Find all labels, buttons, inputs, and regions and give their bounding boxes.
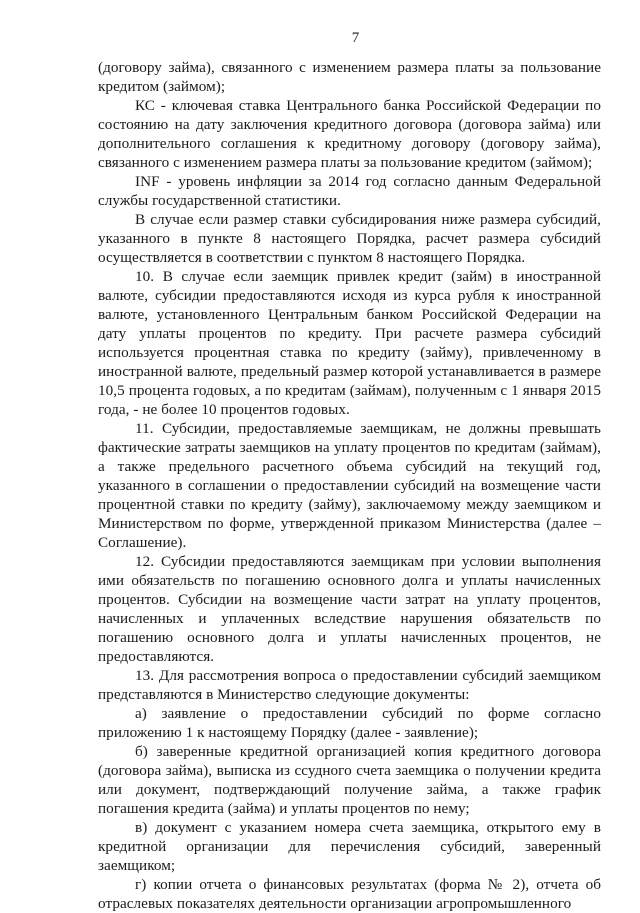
- list-item-13a: а) заявление о предоставлении субсидий по форме согласно приложению 1 к настоящему Порядку (далее - заявление);: [98, 705, 601, 741]
- list-item-13b: б) заверенные кредитной организацией копия кредитного договора (договора займа), выписка из ссудного счета заемщика о получении кредита или документ, подтверждающий получение займа, а также график погашения кредита (займа) и уплаты процентов по нему;: [98, 743, 601, 817]
- list-item-13g: г) копии отчета о финансовых результатах (форма № 2), отчета об отраслевых показателях деятельности организации агропромышленного: [98, 876, 601, 912]
- page-number: 7: [351, 30, 360, 46]
- paragraph-ks-definition: КС - ключевая ставка Центрального банка Российской Федерации по состоянию на дату заключения кредитного договора (договора займа) или дополнительного соглашения к кредитному договору (договору займа), связанного с изменением размера платы за пользование кредитом (займом);: [98, 97, 601, 171]
- list-item-13v: в) документ с указанием номера счета заемщика, открытого ему в кредитной организации для перечисления субсидий, заверенный заемщиком;: [98, 819, 601, 874]
- paragraph-inf-definition: INF - уровень инфляции за 2014 год согласно данным Федеральной службы государственной статистики.: [98, 173, 601, 209]
- paragraph-continuation: (договору займа), связанного с изменением размера платы за пользование кредитом (займом);: [98, 59, 601, 95]
- paragraph-12: 12. Субсидии предоставляются заемщикам при условии выполнения ими обязательств по погашению основного долга и уплаты начисленных процентов. Субсидии на возмещение части затрат на уплату процентов, начисленных и уплаченных вследствие нарушения обязательств по погашению основного долга и уплаты начисленных процентов, не предоставляются.: [98, 553, 601, 665]
- paragraph-11: 11. Субсидии, предоставляемые заемщикам, не должны превышать фактические затраты заемщиков на уплату процентов по кредитам (займам), а также предельного расчетного объема субсидий на текущий год, указанного в соглашении о предоставлении субсидий на возмещение части процентной ставки по кредиту (займу), заключаемому между заемщиком и Министерством по форме, утвержденной приказом Министерства (далее – Соглашение).: [98, 420, 601, 551]
- paragraph-10: 10. В случае если заемщик привлек кредит (займ) в иностранной валюте, субсидии предоставляются исходя из курса рубля к иностранной валюте, установленного Центральным банком Российской Федерации на дату уплаты процентов по кредиту. При расчете размера субсидий используется процентная ставка по кредиту (займу), привлеченному в иностранной валюте, предельный размер которой устанавливается в размере 10,5 процента годовых, а по кредитам (займам), полученным с 1 января 2015 года, - не более 10 процентов годовых.: [98, 268, 601, 418]
- paragraph-rate-case: В случае если размер ставки субсидирования ниже размера субсидий, указанного в пункте 8 настоящего Порядка, расчет размера субсидий осуществляется в соответствии с пунктом 8 настоящего Порядка.: [98, 211, 601, 266]
- document-body: [98, 58, 601, 913]
- paragraph-13: 13. Для рассмотрения вопроса о предоставлении субсидий заемщиком представляются в Министерство следующие документы:: [98, 667, 601, 703]
